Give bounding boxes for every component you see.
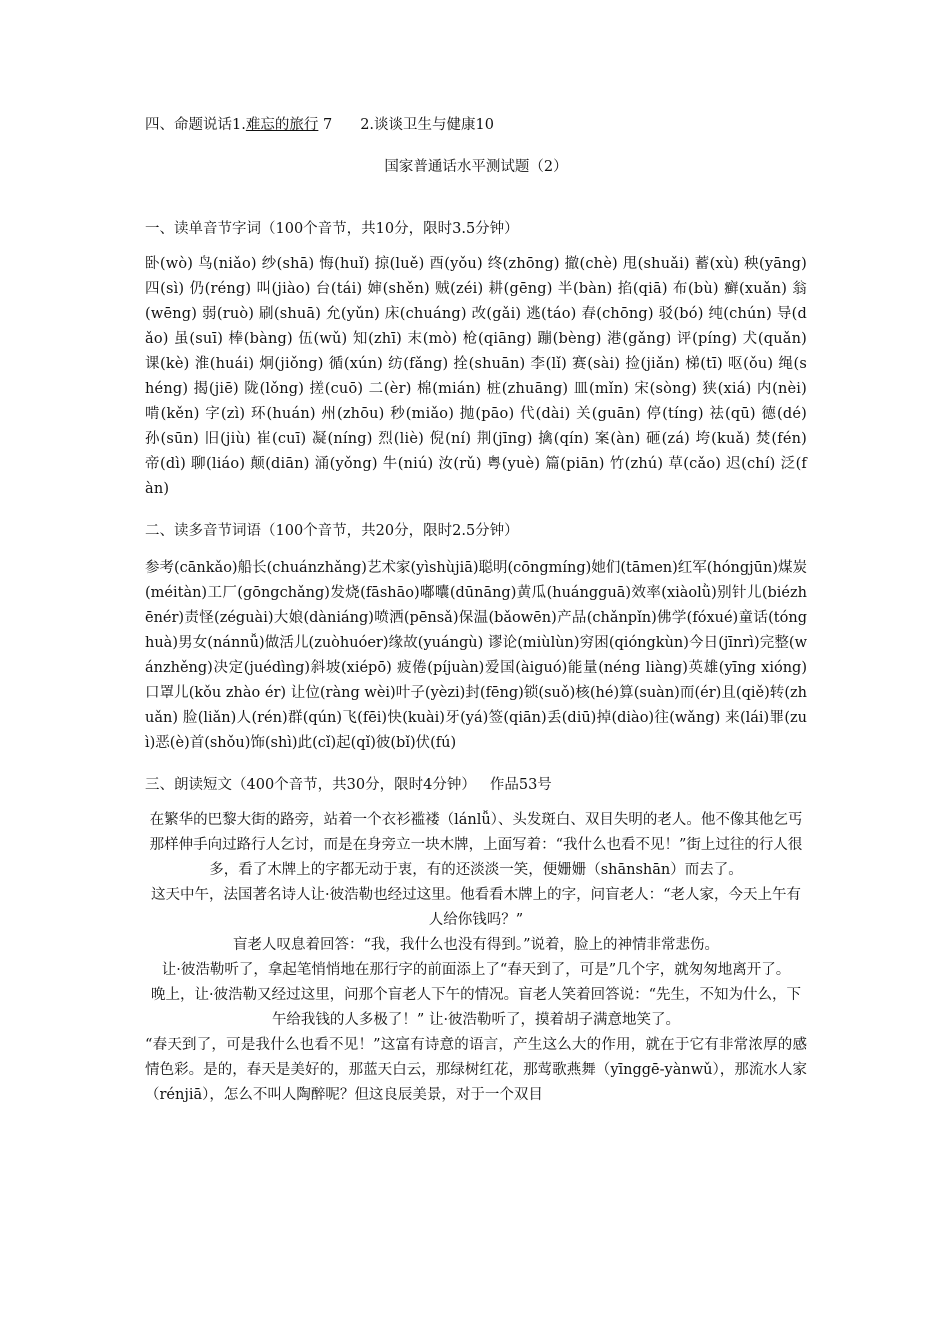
topic-1: 难忘的旅行 bbox=[245, 117, 319, 133]
passage-paragraph: 晚上，让·彼浩勒又经过这里，问那个盲老人下午的情况。盲老人笑着回答说：“先生，不知为什么，下午给我钱的人多极了！” 让·彼浩勒听了，摸着胡子满意地笑了。 bbox=[150, 987, 802, 1028]
section3-heading bbox=[145, 772, 807, 798]
reading-passage bbox=[145, 808, 807, 1108]
topic-1-number: 7 bbox=[322, 117, 333, 133]
passage-paragraph: 让·彼浩勒听了，拿起笔悄悄地在那行字的前面添上了“春天到了，可是”几个字，就匆匆地离开了。 bbox=[161, 962, 791, 978]
passage-paragraph: 这天中午，法国著名诗人让·彼浩勒也经过这里。他看看木牌上的字，问盲老人：“老人家，今天上午有人给你钱吗？” bbox=[150, 887, 802, 928]
passage-paragraph: 盲老人叹息着回答：“我，我什么也没有得到。”说着，脸上的神情非常悲伤。 bbox=[232, 937, 720, 953]
topic-line bbox=[145, 112, 807, 138]
section1-syllables: 卧(wò) 鸟(niǎo) 纱(shā) 悔(huǐ) 掠(luě) 酉(yǒu) 终(zhōng) 撤(chè) 甩(shuǎi) 蓄(xù) 秧(yāng) 四(sì) 仍(réng) 叫(jiào) 台(tái) 婶(shěn) 贼(zéi) 耕(gēng) 半(bàn) 掐(qiā) 布(bù) 癣(xuǎn) 翁(wēng) 弱(ruò) 刷(shuā) 允(yǔn) 床(chuáng) 改(gǎi) 逃(táo) 春(chōng) 驳(bó) 纯(chún) 导(dǎo) 虽(suī) 棒(bàng) 伍(wǔ) 知(zhī) 末(mò) 枪(qiāng) 蹦(bèng) 港(gǎng) 评(píng) 犬(quǎn) 课(kè) 淮(huái) 炯(jiǒng) 循(xún) 纺(fǎng) 拴(shuān) 李(lǐ) 赛(sài) 捡(jiǎn) 梯(tī) 呕(ǒu) 绳(shéng) 揭(jiē) 陇(lǒng) 搓(cuō) 二(èr) 棉(mián) 桩(zhuāng) 皿(mǐn) 宋(sòng) 狭(xiá) 内(nèi) 啃(kěn) 字(zì) 环(huán) 州(zhōu) 秒(miǎo) 抛(pāo) 代(dài) 关(guān) 停(tíng) 祛(qū) 德(dé) 孙(sūn) 旧(jiù) 崔(cuī) 凝(níng) 烈(liè) 倪(ní) 荆(jīng) 擒(qín) 案(àn) 砸(zá) 垮(kuǎ) 焚(fén) 帝(dì) 聊(liáo) 颠(diān) 涌(yǒng) 牛(niú) 汝(rǔ) 粤(yuè) 篇(piān) 竹(zhú) 草(cǎo) 迟(chí) 泛(fàn) bbox=[145, 256, 807, 497]
section1-heading: 一、读单音节字词（100个音节，共10分，限时3.5分钟） bbox=[145, 221, 519, 237]
topic-2: 2.谈谈卫生与健康10 bbox=[360, 117, 494, 133]
passage-paragraph: 在繁华的巴黎大街的路旁，站着一个衣衫褴褛（lánlǚ）、头发斑白、双目失明的老人。他不像其他乞丐那样伸手向过路行人乞讨，而是在身旁立一块木牌，上面写着：“我什么也看不见！”街上过往的行人很多，看了木牌上的字都无动于衷，有的还淡淡一笑，便姗姗（shānshān）而去了。 bbox=[149, 812, 803, 878]
section3-heading-text: 三、朗读短文（400个音节，共30分，限时4分钟） bbox=[145, 777, 476, 793]
document-page bbox=[145, 112, 807, 1108]
section3-work-number: 作品53号 bbox=[489, 777, 552, 793]
test-title: 国家普通话水平测试题（2） bbox=[384, 159, 568, 175]
topic-prefix: 四、命题说话1. bbox=[145, 117, 246, 133]
passage-paragraph: “春天到了，可是我什么也看不见！”这富有诗意的语言，产生这么大的作用，就在于它有非常浓厚的感情色彩。是的，春天是美好的，那蓝天白云，那绿树红花，那莺歌燕舞（yīnggē-yànwǔ），那流水人家（rénjiā），怎么不叫人陶醉呢？但这良辰美景，对于一个双目 bbox=[145, 1037, 807, 1103]
section2-heading: 二、读多音节词语（100个音节，共20分，限时2.5分钟） bbox=[145, 523, 519, 539]
section2-words: 参考(cānkǎo)船长(chuánzhǎng)艺术家(yìshùjiā)聪明(cōngmíng)她们(tāmen)红军(hóngjūn)煤炭(méitàn)工厂(gōngchǎng)发烧(fāshāo)嘟囔(dūnāng)黄瓜(huángguā)效率(xiàolǜ)别针儿(biézhēnér)责怪(zéguài)大娘(dàniáng)喷洒(pēnsǎ)保温(bǎowēn)产品(chǎnpǐn)佛学(fóxué)童话(tónghuà)男女(nánnǚ)做活儿(zuòhuóer)缘故(yuángù) 谬论(miùlùn)穷困(qióngkùn)今日(jīnrì)完整(wánzhěng)决定(juédìng)斜坡(xiépō) 疲倦(píjuàn)爱国(àiguó)能量(néng liàng)英雄(yīng xióng)口罩儿(kǒu zhào ér) 让位(ràng wèi)叶子(yèzi)封(fēng)锁(suǒ)核(hé)算(suàn)而(ér)且(qiě)转(zhuǎn) 脸(liǎn)人(rén)群(qún)飞(fēi)快(kuài)牙(yá)签(qiān)丢(diū)掉(diào)往(wǎng) 来(lái)罪(zuì)恶(è)首(shǒu)饰(shì)此(cǐ)起(qǐ)彼(bǐ)伏(fú) bbox=[145, 560, 807, 751]
